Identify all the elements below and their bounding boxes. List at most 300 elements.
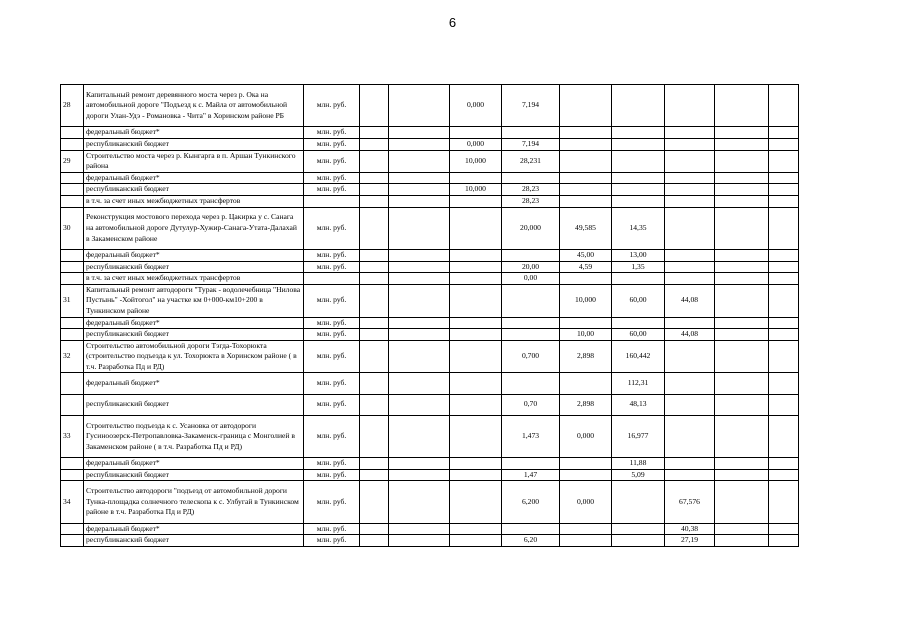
value-cell (389, 415, 450, 457)
row-unit: млн. руб. (304, 340, 360, 373)
value-cell (769, 317, 799, 329)
value-cell (769, 85, 799, 127)
value-cell (502, 172, 560, 184)
value-cell (389, 317, 450, 329)
value-cell: 1,35 (612, 261, 665, 273)
value-cell (769, 207, 799, 249)
value-cell (450, 469, 502, 481)
budget-table (60, 84, 799, 547)
value-cell (450, 458, 502, 470)
row-name: республиканский бюджет (84, 184, 304, 196)
table-row (61, 469, 799, 481)
value-cell: 0,000 (560, 415, 612, 457)
value-cell (450, 261, 502, 273)
value-cell (665, 207, 715, 249)
value-cell (612, 85, 665, 127)
row-name: республиканский бюджет (84, 469, 304, 481)
value-cell (715, 261, 769, 273)
value-cell: 28,231 (502, 150, 560, 172)
row-unit: млн. руб. (304, 261, 360, 273)
row-name: Капитальный ремонт деревянного моста через р. Ока на автомобильной дороге "Подъезд к с. Майла от автомобильной дороги Улан-Удэ - Романовка - Чита" в Хоринском районе РБ (84, 85, 304, 127)
value-cell (560, 172, 612, 184)
row-name: в т.ч. за счет иных межбюджетных трансфертов (84, 273, 304, 285)
table-row (61, 184, 799, 196)
value-cell (715, 458, 769, 470)
table-row (61, 172, 799, 184)
row-unit (304, 195, 360, 207)
value-cell (389, 195, 450, 207)
value-cell: 10,000 (450, 184, 502, 196)
row-unit: млн. руб. (304, 415, 360, 457)
value-cell (715, 273, 769, 285)
value-cell: 40,38 (665, 523, 715, 535)
table-row (61, 207, 799, 249)
value-cell (502, 523, 560, 535)
row-name: федеральный бюджет* (84, 373, 304, 394)
value-cell (389, 85, 450, 127)
value-cell (769, 394, 799, 415)
row-number (61, 127, 84, 139)
row-name: федеральный бюджет* (84, 172, 304, 184)
row-name: республиканский бюджет (84, 138, 304, 150)
spacer-cell (360, 261, 389, 273)
value-cell (769, 249, 799, 261)
value-cell (769, 340, 799, 373)
table-row (61, 195, 799, 207)
value-cell: 10,00 (560, 329, 612, 341)
spacer-cell (360, 195, 389, 207)
row-unit: млн. руб. (304, 284, 360, 317)
value-cell (665, 184, 715, 196)
value-cell (715, 415, 769, 457)
value-cell (769, 415, 799, 457)
value-cell (665, 261, 715, 273)
value-cell: 2,898 (560, 394, 612, 415)
value-cell (665, 458, 715, 470)
value-cell (560, 469, 612, 481)
value-cell (769, 150, 799, 172)
row-name: федеральный бюджет* (84, 458, 304, 470)
value-cell: 0,000 (450, 138, 502, 150)
table-row (61, 249, 799, 261)
row-number (61, 329, 84, 341)
value-cell (665, 373, 715, 394)
row-name: Строительство автодороги "подъезд от автомобильной дороги Тунка-площадка солнечного телескопа к с. Улбугай в Тункинском районе в т.ч. Разработка Пд и РД) (84, 481, 304, 523)
value-cell (665, 249, 715, 261)
value-cell (502, 317, 560, 329)
row-number (61, 458, 84, 470)
value-cell: 14,35 (612, 207, 665, 249)
value-cell (502, 127, 560, 139)
value-cell (715, 85, 769, 127)
value-cell (450, 127, 502, 139)
value-cell (769, 535, 799, 547)
spacer-cell (360, 184, 389, 196)
value-cell: 6,20 (502, 535, 560, 547)
value-cell (769, 172, 799, 184)
value-cell (612, 172, 665, 184)
value-cell (665, 273, 715, 285)
value-cell (450, 273, 502, 285)
value-cell: 44,08 (665, 284, 715, 317)
value-cell: 67,576 (665, 481, 715, 523)
spacer-cell (360, 373, 389, 394)
spacer-cell (360, 172, 389, 184)
row-name: федеральный бюджет* (84, 127, 304, 139)
value-cell (389, 273, 450, 285)
value-cell (560, 523, 612, 535)
value-cell (560, 195, 612, 207)
value-cell (450, 329, 502, 341)
row-name: федеральный бюджет* (84, 249, 304, 261)
value-cell: 1,473 (502, 415, 560, 457)
value-cell (389, 373, 450, 394)
spacer-cell (360, 535, 389, 547)
value-cell: 60,00 (612, 329, 665, 341)
table-row (61, 150, 799, 172)
value-cell (502, 329, 560, 341)
spacer-cell (360, 317, 389, 329)
value-cell (665, 85, 715, 127)
value-cell (389, 523, 450, 535)
value-cell (389, 138, 450, 150)
spacer-cell (360, 458, 389, 470)
value-cell: 16,977 (612, 415, 665, 457)
row-number: 28 (61, 85, 84, 127)
value-cell (560, 184, 612, 196)
value-cell (769, 273, 799, 285)
row-unit: млн. руб. (304, 458, 360, 470)
value-cell (612, 195, 665, 207)
row-number (61, 523, 84, 535)
row-unit: млн. руб. (304, 373, 360, 394)
value-cell (665, 317, 715, 329)
row-number (61, 249, 84, 261)
value-cell: 49,585 (560, 207, 612, 249)
value-cell (450, 481, 502, 523)
value-cell (560, 150, 612, 172)
value-cell (450, 284, 502, 317)
row-unit: млн. руб. (304, 535, 360, 547)
value-cell (715, 481, 769, 523)
value-cell (715, 195, 769, 207)
row-number (61, 184, 84, 196)
value-cell (389, 261, 450, 273)
value-cell (389, 469, 450, 481)
row-unit: млн. руб. (304, 394, 360, 415)
value-cell (769, 481, 799, 523)
page-number: 6 (448, 15, 457, 30)
spacer-cell (360, 415, 389, 457)
table-row (61, 317, 799, 329)
table-row (61, 458, 799, 470)
value-cell (389, 172, 450, 184)
value-cell (612, 535, 665, 547)
value-cell (769, 127, 799, 139)
value-cell (450, 249, 502, 261)
value-cell (612, 127, 665, 139)
value-cell: 28,23 (502, 195, 560, 207)
spacer-cell (360, 481, 389, 523)
value-cell (560, 458, 612, 470)
row-number (61, 317, 84, 329)
table-row (61, 340, 799, 373)
row-number: 30 (61, 207, 84, 249)
row-number: 33 (61, 415, 84, 457)
table-row (61, 261, 799, 273)
table-body (61, 85, 799, 547)
row-number (61, 373, 84, 394)
value-cell (389, 329, 450, 341)
value-cell (769, 329, 799, 341)
value-cell (612, 481, 665, 523)
value-cell: 20,000 (502, 207, 560, 249)
table-row (61, 481, 799, 523)
row-unit: млн. руб. (304, 469, 360, 481)
value-cell: 10,000 (450, 150, 502, 172)
value-cell (715, 138, 769, 150)
table-row (61, 523, 799, 535)
value-cell (560, 373, 612, 394)
value-cell (715, 523, 769, 535)
spacer-cell (360, 394, 389, 415)
row-unit: млн. руб. (304, 150, 360, 172)
value-cell: 7,194 (502, 138, 560, 150)
value-cell: 45,00 (560, 249, 612, 261)
row-unit: млн. руб. (304, 481, 360, 523)
row-name: Строительство подъезда к с. Усановка от автодороги Гусиноозерск-Петропавловка-Закаменск-граница с Монголией в Закаменском районе ( в т.ч. Разработка Пд и РД) (84, 415, 304, 457)
value-cell (450, 523, 502, 535)
row-unit: млн. руб. (304, 172, 360, 184)
row-number (61, 535, 84, 547)
table-row (61, 329, 799, 341)
value-cell: 0,000 (450, 85, 502, 127)
value-cell (665, 195, 715, 207)
row-unit: млн. руб. (304, 138, 360, 150)
value-cell (715, 150, 769, 172)
value-cell: 10,000 (560, 284, 612, 317)
value-cell (665, 172, 715, 184)
value-cell (502, 458, 560, 470)
row-number (61, 469, 84, 481)
value-cell: 11,88 (612, 458, 665, 470)
table-row (61, 284, 799, 317)
spacer-cell (360, 207, 389, 249)
row-unit: млн. руб. (304, 523, 360, 535)
row-number (61, 138, 84, 150)
value-cell (389, 284, 450, 317)
row-unit: млн. руб. (304, 317, 360, 329)
value-cell (715, 469, 769, 481)
value-cell (715, 184, 769, 196)
table-row (61, 535, 799, 547)
value-cell: 27,19 (665, 535, 715, 547)
row-name: республиканский бюджет (84, 535, 304, 547)
value-cell (715, 329, 769, 341)
spacer-cell (360, 523, 389, 535)
table-row (61, 127, 799, 139)
value-cell (769, 261, 799, 273)
value-cell (502, 373, 560, 394)
value-cell (769, 195, 799, 207)
row-number: 32 (61, 340, 84, 373)
value-cell (450, 317, 502, 329)
value-cell: 0,000 (560, 481, 612, 523)
value-cell (665, 394, 715, 415)
value-cell (769, 458, 799, 470)
value-cell (450, 207, 502, 249)
row-unit: млн. руб. (304, 184, 360, 196)
value-cell (450, 373, 502, 394)
row-number: 31 (61, 284, 84, 317)
value-cell: 5,09 (612, 469, 665, 481)
row-number (61, 172, 84, 184)
value-cell (502, 284, 560, 317)
value-cell: 112,31 (612, 373, 665, 394)
row-unit: млн. руб. (304, 249, 360, 261)
value-cell (715, 207, 769, 249)
value-cell (769, 284, 799, 317)
value-cell (715, 284, 769, 317)
value-cell (389, 340, 450, 373)
spacer-cell (360, 85, 389, 127)
row-name: республиканский бюджет (84, 329, 304, 341)
value-cell (715, 373, 769, 394)
value-cell (715, 249, 769, 261)
table-row (61, 273, 799, 285)
value-cell (715, 127, 769, 139)
value-cell (450, 394, 502, 415)
row-name: Строительство автомобильной дороги Тэгда-Тохорюкта (строительство подъезда к ул. Тохорюкта в Хоринском районе ( в т.ч. Разработка Пд и РД) (84, 340, 304, 373)
spacer-cell (360, 329, 389, 341)
value-cell (665, 340, 715, 373)
table-row (61, 138, 799, 150)
value-cell (715, 317, 769, 329)
row-unit: млн. руб. (304, 85, 360, 127)
table-row (61, 415, 799, 457)
row-name: республиканский бюджет (84, 261, 304, 273)
value-cell: 48,13 (612, 394, 665, 415)
value-cell (389, 207, 450, 249)
value-cell: 7,194 (502, 85, 560, 127)
row-number: 34 (61, 481, 84, 523)
value-cell (450, 340, 502, 373)
value-cell: 44,08 (665, 329, 715, 341)
row-number (61, 273, 84, 285)
value-cell (665, 138, 715, 150)
value-cell (665, 150, 715, 172)
spacer-cell (360, 127, 389, 139)
value-cell (389, 458, 450, 470)
spacer-cell (360, 273, 389, 285)
value-cell (450, 535, 502, 547)
row-unit: млн. руб. (304, 127, 360, 139)
value-cell: 4,59 (560, 261, 612, 273)
value-cell (769, 523, 799, 535)
table-row (61, 394, 799, 415)
value-cell (389, 394, 450, 415)
row-name: Реконструкция мостового перехода через р. Цакирка у с. Санага на автомобильной дороге Дутулур-Хужир-Санага-Утата-Далахай в Закаменском районе (84, 207, 304, 249)
spacer-cell (360, 249, 389, 261)
value-cell (769, 184, 799, 196)
value-cell (612, 273, 665, 285)
spacer-cell (360, 340, 389, 373)
spacer-cell (360, 284, 389, 317)
value-cell: 28,23 (502, 184, 560, 196)
value-cell: 13,00 (612, 249, 665, 261)
row-number (61, 394, 84, 415)
row-name: республиканский бюджет (84, 394, 304, 415)
value-cell (560, 317, 612, 329)
value-cell (715, 172, 769, 184)
value-cell (715, 394, 769, 415)
value-cell: 160,442 (612, 340, 665, 373)
value-cell (389, 127, 450, 139)
value-cell: 20,00 (502, 261, 560, 273)
value-cell (450, 172, 502, 184)
row-number: 29 (61, 150, 84, 172)
row-name: Капитальный ремонт автодороги "Турак - водолечебница "Нилова Пустынь" -Хойтогол" на участке км 0+000-км10+200 в Тункинском районе (84, 284, 304, 317)
value-cell (665, 469, 715, 481)
row-number (61, 261, 84, 273)
value-cell (612, 150, 665, 172)
value-cell: 0,700 (502, 340, 560, 373)
value-cell (560, 85, 612, 127)
value-cell (560, 127, 612, 139)
value-cell (665, 127, 715, 139)
value-cell (769, 469, 799, 481)
value-cell (612, 138, 665, 150)
row-name: федеральный бюджет* (84, 523, 304, 535)
value-cell (560, 535, 612, 547)
value-cell: 0,00 (502, 273, 560, 285)
row-unit: млн. руб. (304, 329, 360, 341)
value-cell (389, 150, 450, 172)
value-cell (389, 535, 450, 547)
value-cell (715, 535, 769, 547)
spacer-cell (360, 138, 389, 150)
value-cell (450, 415, 502, 457)
value-cell: 1,47 (502, 469, 560, 481)
value-cell (612, 523, 665, 535)
row-unit: млн. руб. (304, 207, 360, 249)
table-row (61, 373, 799, 394)
row-number (61, 195, 84, 207)
spacer-cell (360, 150, 389, 172)
value-cell (769, 138, 799, 150)
value-cell (769, 373, 799, 394)
value-cell: 60,00 (612, 284, 665, 317)
value-cell (450, 195, 502, 207)
table-row (61, 85, 799, 127)
value-cell (502, 249, 560, 261)
row-name: Строительство моста через р. Кынгарга в п. Аршан Тункинского района (84, 150, 304, 172)
value-cell (612, 317, 665, 329)
value-cell (612, 184, 665, 196)
value-cell (560, 273, 612, 285)
row-name: в т.ч. за счет иных межбюджетных трансфертов (84, 195, 304, 207)
value-cell (389, 481, 450, 523)
value-cell: 2,898 (560, 340, 612, 373)
row-unit (304, 273, 360, 285)
value-cell (560, 138, 612, 150)
value-cell (389, 249, 450, 261)
spacer-cell (360, 469, 389, 481)
value-cell (665, 415, 715, 457)
row-name: федеральный бюджет* (84, 317, 304, 329)
value-cell (715, 340, 769, 373)
value-cell: 0,70 (502, 394, 560, 415)
